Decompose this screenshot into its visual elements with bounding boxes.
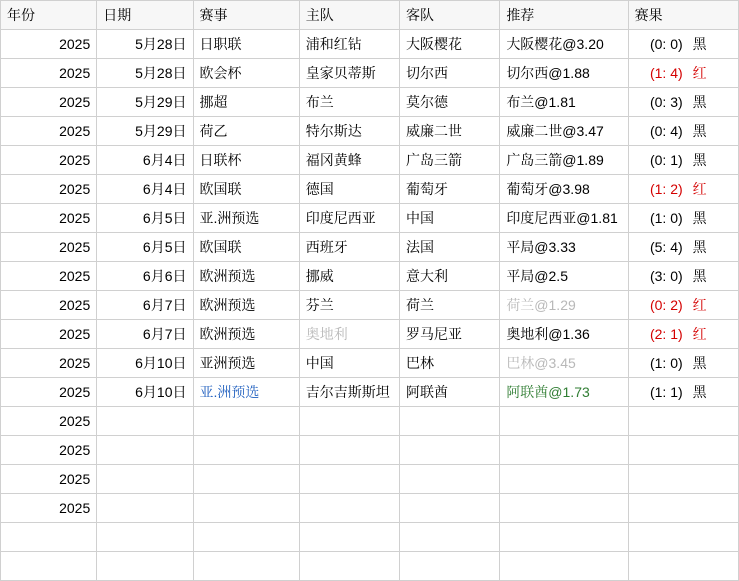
result-mark: 黑 (692, 210, 707, 226)
table-row (1, 320, 739, 349)
cell-date (97, 552, 193, 581)
table-row (1, 552, 739, 581)
cell-league: 欧洲预选 (193, 320, 299, 349)
result-mark: 红 (692, 326, 707, 342)
cell-date: 6月5日 (97, 204, 193, 233)
cell-date: 5月29日 (97, 88, 193, 117)
cell-result (628, 523, 738, 552)
table-header-row (1, 1, 739, 30)
cell-away: 威廉二世 (400, 117, 500, 146)
result-score: (1: 0) (649, 355, 683, 371)
cell-away (400, 436, 500, 465)
cell-pick: 巴林@3.45 (500, 349, 628, 378)
cell-result (628, 117, 738, 146)
cell-year: 2025 (1, 378, 97, 407)
cell-pick (500, 552, 628, 581)
cell-league: 亚洲预选 (193, 349, 299, 378)
result-score: (1: 4) (649, 65, 683, 81)
cell-home: 西班牙 (299, 233, 399, 262)
result-score: (0: 1) (649, 152, 683, 168)
cell-home: 布兰 (299, 88, 399, 117)
cell-year: 2025 (1, 349, 97, 378)
result-mark: 红 (692, 65, 707, 81)
cell-home (299, 407, 399, 436)
cell-date (97, 465, 193, 494)
cell-date: 6月4日 (97, 146, 193, 175)
cell-league (193, 552, 299, 581)
cell-year: 2025 (1, 117, 97, 146)
result-mark: 黑 (692, 123, 707, 139)
cell-home: 挪威 (299, 262, 399, 291)
cell-pick: 广岛三箭@1.89 (500, 146, 628, 175)
cell-pick: 荷兰@1.29 (500, 291, 628, 320)
result-mark: 黑 (692, 239, 707, 255)
cell-year: 2025 (1, 88, 97, 117)
result-mark: 黑 (692, 355, 707, 371)
cell-result (628, 291, 738, 320)
cell-away: 巴林 (400, 349, 500, 378)
result-score: (2: 1) (649, 326, 683, 342)
result-score: (1: 1) (649, 384, 683, 400)
cell-year (1, 552, 97, 581)
cell-date: 6月4日 (97, 175, 193, 204)
cell-pick: 奥地利@1.36 (500, 320, 628, 349)
cell-pick: 布兰@1.81 (500, 88, 628, 117)
table-row (1, 233, 739, 262)
column-header-date: 日期 (97, 1, 193, 30)
cell-away: 切尔西 (400, 59, 500, 88)
cell-result (628, 30, 738, 59)
table-row (1, 494, 739, 523)
cell-away: 荷兰 (400, 291, 500, 320)
result-mark: 红 (692, 181, 707, 197)
cell-league: 亚.洲预选 (193, 378, 299, 407)
cell-league: 欧国联 (193, 175, 299, 204)
cell-result (628, 204, 738, 233)
cell-pick: 切尔西@1.88 (500, 59, 628, 88)
cell-away: 阿联酋 (400, 378, 500, 407)
column-header-pick: 推荐 (500, 1, 628, 30)
cell-year: 2025 (1, 465, 97, 494)
result-score: (0: 0) (649, 36, 683, 52)
cell-home: 皇家贝蒂斯 (299, 59, 399, 88)
cell-result (628, 320, 738, 349)
cell-year: 2025 (1, 291, 97, 320)
cell-pick (500, 436, 628, 465)
cell-result (628, 233, 738, 262)
table-row (1, 175, 739, 204)
cell-year: 2025 (1, 233, 97, 262)
cell-home: 吉尔吉斯斯坦 (299, 378, 399, 407)
cell-year: 2025 (1, 494, 97, 523)
cell-league (193, 523, 299, 552)
table-row (1, 349, 739, 378)
result-score: (5: 4) (649, 239, 683, 255)
cell-away (400, 523, 500, 552)
cell-home: 中国 (299, 349, 399, 378)
cell-date (97, 494, 193, 523)
cell-date (97, 436, 193, 465)
result-score: (0: 4) (649, 123, 683, 139)
table-row (1, 436, 739, 465)
result-mark: 黑 (692, 268, 707, 284)
column-header-result: 赛果 (628, 1, 738, 30)
cell-home: 德国 (299, 175, 399, 204)
column-header-year: 年份 (1, 1, 97, 30)
result-mark: 黑 (692, 94, 707, 110)
table-row (1, 465, 739, 494)
column-header-league: 赛事 (193, 1, 299, 30)
cell-league: 欧洲预选 (193, 291, 299, 320)
result-score: (0: 2) (649, 297, 683, 313)
cell-away: 葡萄牙 (400, 175, 500, 204)
cell-league (193, 407, 299, 436)
cell-year: 2025 (1, 30, 97, 59)
cell-league: 亚.洲预选 (193, 204, 299, 233)
cell-result (628, 175, 738, 204)
cell-result (628, 552, 738, 581)
cell-away (400, 552, 500, 581)
result-mark: 红 (692, 297, 707, 313)
cell-result (628, 59, 738, 88)
table-row (1, 117, 739, 146)
table-row (1, 378, 739, 407)
cell-year: 2025 (1, 146, 97, 175)
cell-result (628, 494, 738, 523)
cell-date (97, 523, 193, 552)
cell-away: 意大利 (400, 262, 500, 291)
cell-away (400, 494, 500, 523)
cell-league: 欧洲预选 (193, 262, 299, 291)
table-row (1, 291, 739, 320)
result-score: (1: 0) (649, 210, 683, 226)
cell-league (193, 494, 299, 523)
cell-year: 2025 (1, 320, 97, 349)
table-body (1, 30, 739, 581)
table-row (1, 262, 739, 291)
cell-date: 6月10日 (97, 378, 193, 407)
cell-date: 6月6日 (97, 262, 193, 291)
cell-league: 欧国联 (193, 233, 299, 262)
cell-away: 中国 (400, 204, 500, 233)
cell-away: 罗马尼亚 (400, 320, 500, 349)
cell-year: 2025 (1, 175, 97, 204)
cell-home: 奥地利 (299, 320, 399, 349)
cell-league: 日职联 (193, 30, 299, 59)
cell-pick (500, 465, 628, 494)
cell-away: 法国 (400, 233, 500, 262)
cell-away (400, 407, 500, 436)
cell-pick: 平局@3.33 (500, 233, 628, 262)
result-mark: 黑 (692, 36, 707, 52)
cell-date: 5月29日 (97, 117, 193, 146)
cell-date: 6月7日 (97, 320, 193, 349)
cell-home: 特尔斯达 (299, 117, 399, 146)
cell-away: 莫尔德 (400, 88, 500, 117)
cell-league: 挪超 (193, 88, 299, 117)
cell-pick: 葡萄牙@3.98 (500, 175, 628, 204)
cell-year (1, 523, 97, 552)
cell-result (628, 146, 738, 175)
cell-away: 广岛三箭 (400, 146, 500, 175)
cell-result (628, 349, 738, 378)
cell-league: 日联杯 (193, 146, 299, 175)
table-row (1, 88, 739, 117)
cell-result (628, 88, 738, 117)
table-row (1, 59, 739, 88)
cell-pick: 印度尼西亚@1.81 (500, 204, 628, 233)
column-header-away: 客队 (400, 1, 500, 30)
cell-home (299, 465, 399, 494)
result-mark: 黑 (692, 152, 707, 168)
cell-date: 6月10日 (97, 349, 193, 378)
cell-pick (500, 494, 628, 523)
cell-year: 2025 (1, 262, 97, 291)
cell-date: 6月7日 (97, 291, 193, 320)
cell-pick: 平局@2.5 (500, 262, 628, 291)
cell-home: 芬兰 (299, 291, 399, 320)
table-row (1, 407, 739, 436)
cell-date: 5月28日 (97, 59, 193, 88)
cell-result (628, 262, 738, 291)
cell-home (299, 494, 399, 523)
cell-pick: 威廉二世@3.47 (500, 117, 628, 146)
cell-pick (500, 523, 628, 552)
cell-year: 2025 (1, 407, 97, 436)
table-row (1, 146, 739, 175)
cell-result (628, 465, 738, 494)
result-score: (1: 2) (649, 181, 683, 197)
cell-away: 大阪樱花 (400, 30, 500, 59)
result-score: (3: 0) (649, 268, 683, 284)
cell-date: 6月5日 (97, 233, 193, 262)
cell-league: 荷乙 (193, 117, 299, 146)
table-row (1, 204, 739, 233)
cell-home (299, 552, 399, 581)
cell-pick (500, 407, 628, 436)
cell-date: 5月28日 (97, 30, 193, 59)
cell-league: 欧会杯 (193, 59, 299, 88)
cell-result (628, 436, 738, 465)
cell-year: 2025 (1, 204, 97, 233)
cell-league (193, 465, 299, 494)
cell-date (97, 407, 193, 436)
result-score: (0: 3) (649, 94, 683, 110)
cell-league (193, 436, 299, 465)
column-header-home: 主队 (299, 1, 399, 30)
cell-home: 印度尼西亚 (299, 204, 399, 233)
cell-year: 2025 (1, 59, 97, 88)
cell-result (628, 407, 738, 436)
cell-pick: 阿联酋@1.73 (500, 378, 628, 407)
table-row (1, 523, 739, 552)
cell-pick: 大阪樱花@3.20 (500, 30, 628, 59)
cell-away (400, 465, 500, 494)
cell-home: 福冈黄蜂 (299, 146, 399, 175)
cell-home (299, 436, 399, 465)
result-mark: 黑 (692, 384, 707, 400)
cell-result (628, 378, 738, 407)
cell-year: 2025 (1, 436, 97, 465)
cell-home: 浦和红钻 (299, 30, 399, 59)
cell-home (299, 523, 399, 552)
table-row (1, 30, 739, 59)
